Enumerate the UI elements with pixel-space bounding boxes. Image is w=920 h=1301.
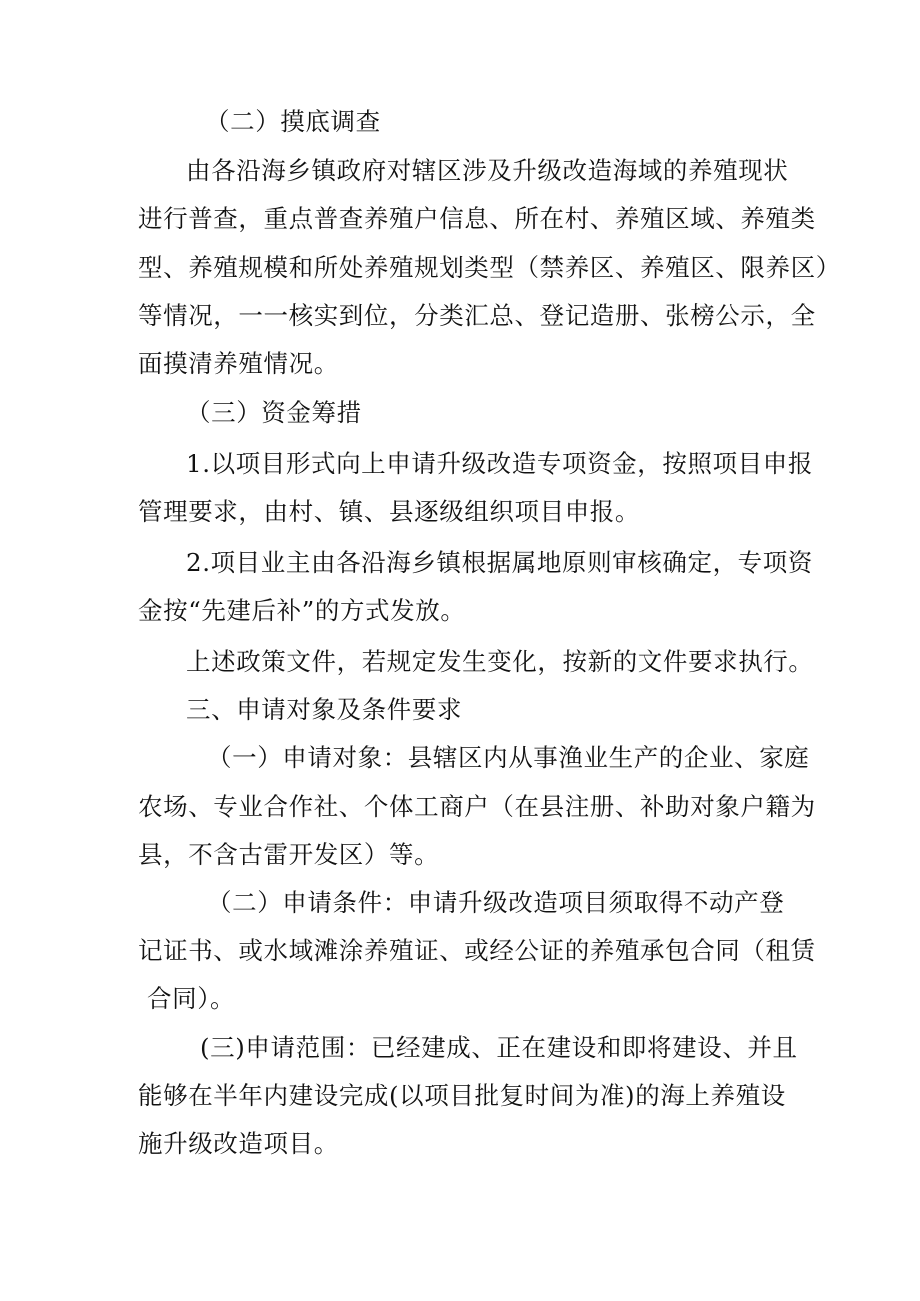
paragraph-line: 进行普查，重点普查养殖户信息、所在村、养殖区域、养殖类 <box>138 204 816 233</box>
paragraph-line: 面摸清养殖情况。 <box>138 349 339 378</box>
paragraph-line: 农场、专业合作社、个体工商户（在县注册、补助对象户籍为 <box>138 792 816 821</box>
paragraph-line: 合同）。 <box>147 984 236 1013</box>
paragraph-line: 1.以项目形式向上申请升级改造专项资金，按照项目申报 <box>186 449 813 478</box>
paragraph-line: 记证书、或水域滩涂养殖证、或经公证的养殖承包合同（租赁 <box>138 936 816 965</box>
policy-note: 上述政策文件，若规定发生变化，按新的文件要求执行。 <box>186 647 814 676</box>
paragraph-line: 管理要求，由村、镇、县逐级组织项目申报。 <box>138 497 640 526</box>
paragraph-line: 2.项目业主由各沿海乡镇根据属地原则审核确定，专项资 <box>186 548 813 577</box>
heading-funding: （三）资金筹措 <box>186 398 362 427</box>
paragraph-line: 型、养殖规模和所处养殖规划类型（禁养区、养殖区、限养区） <box>138 253 841 282</box>
paragraph-line: (三)申请范围：已经建成、正在建设和即将建设、并且 <box>200 1033 798 1062</box>
paragraph-line: 施升级改造项目。 <box>138 1129 339 1158</box>
paragraph-line: （一）申请对象：县辖区内从事渔业生产的企业、家庭 <box>207 743 810 772</box>
paragraph-line: 能够在半年内建设完成(以项目批复时间为准)的海上养殖设 <box>138 1081 786 1110</box>
paragraph-line: 由各沿海乡镇政府对辖区涉及升级改造海域的养殖现状 <box>186 156 789 185</box>
paragraph-line: 金按“先建后补”的方式发放。 <box>138 596 466 625</box>
heading-application: 三、申请对象及条件要求 <box>186 695 463 724</box>
paragraph-line: 县，不含古雷开发区）等。 <box>138 840 440 869</box>
paragraph-line: （二）申请条件：申请升级改造项目须取得不动产登 <box>207 888 785 917</box>
paragraph-line: 等情况，一一核实到位，分类汇总、登记造册、张榜公示，全 <box>138 301 816 330</box>
heading-survey: （二）摸底调查 <box>205 107 381 136</box>
